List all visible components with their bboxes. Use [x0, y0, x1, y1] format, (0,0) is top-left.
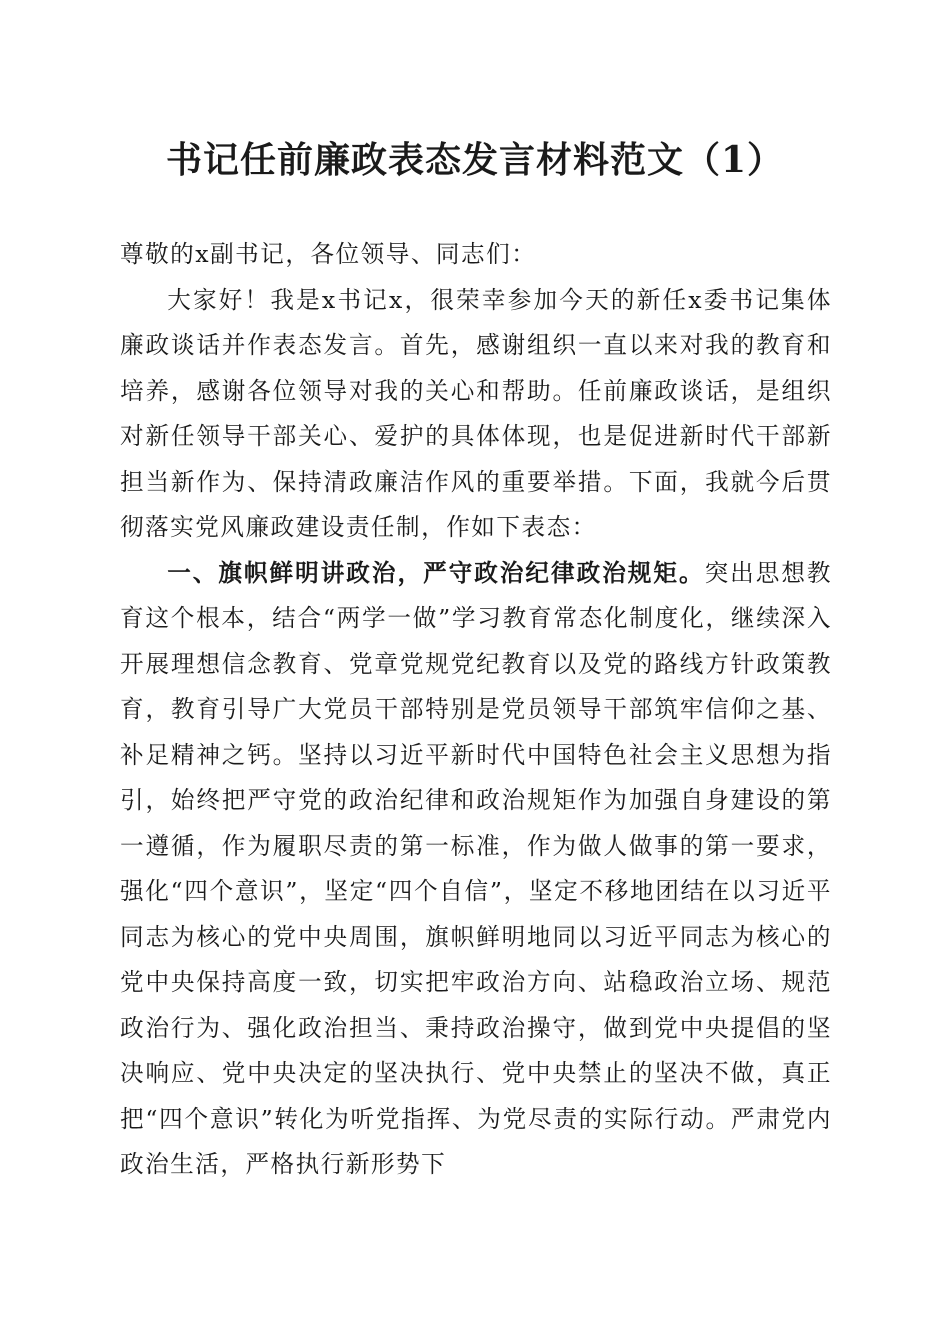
section-1-heading: 一、旗帜鲜明讲政治，严守政治纪律政治规矩。 — [167, 558, 705, 587]
salutation: 尊敬的x副书记，各位领导、同志们： — [120, 240, 537, 268]
document-body — [120, 232, 832, 1188]
paragraph-intro — [120, 278, 832, 551]
paragraph-section-1 — [120, 551, 832, 1188]
document-title: 书记任前廉政表态发言材料范文（1） — [165, 139, 785, 181]
paragraph-intro-text: 大家好！我是x书记x，很荣幸参加今天的新任x委书记集体廉政谈话并作表态发言。首先，感谢组织一直以来对我的教育和培养，感谢各位领导对我的关心和帮助。任前廉政谈话，是组织对新任领导干部关心、爱护的具体体现，也是促进新时代干部新担当新作为、保持清政廉洁作风的重要举措。下面，我就今后贯彻落实党风廉政建设责任制，作如下表态： — [120, 285, 832, 541]
section-1-text: 突出思想教育这个根本，结合“两学一做”学习教育常态化制度化，继续深入开展理想信念教育、党章党规党纪教育以及党的路线方针政策教育，教育引导广大党员干部特别是党员领导干部筑牢信仰之基、补足精神之钙。坚持以习近平新时代中国特色社会主义思想为指引，始终把严守党的政治纪律和政治规矩作为加强自身建设的第一遵循，作为履职尽责的第一标准，作为做人做事的第一要求，强化“四个意识”，坚定“四个自信”，坚定不移地团结在以习近平同志为核心的党中央周围，旗帜鲜明地同以习近平同志为核心的党中央保持高度一致，切实把牢政治方向、站稳政治立场、规范政治行为、强化政治担当、秉持政治操守，做到党中央提倡的坚决响应、党中央决定的坚决执行、党中央禁止的坚决不做，真正把“四个意识”转化为听党指挥、为党尽责的实际行动。严肃党内政治生活，严格执行新形势下 — [120, 558, 833, 1178]
